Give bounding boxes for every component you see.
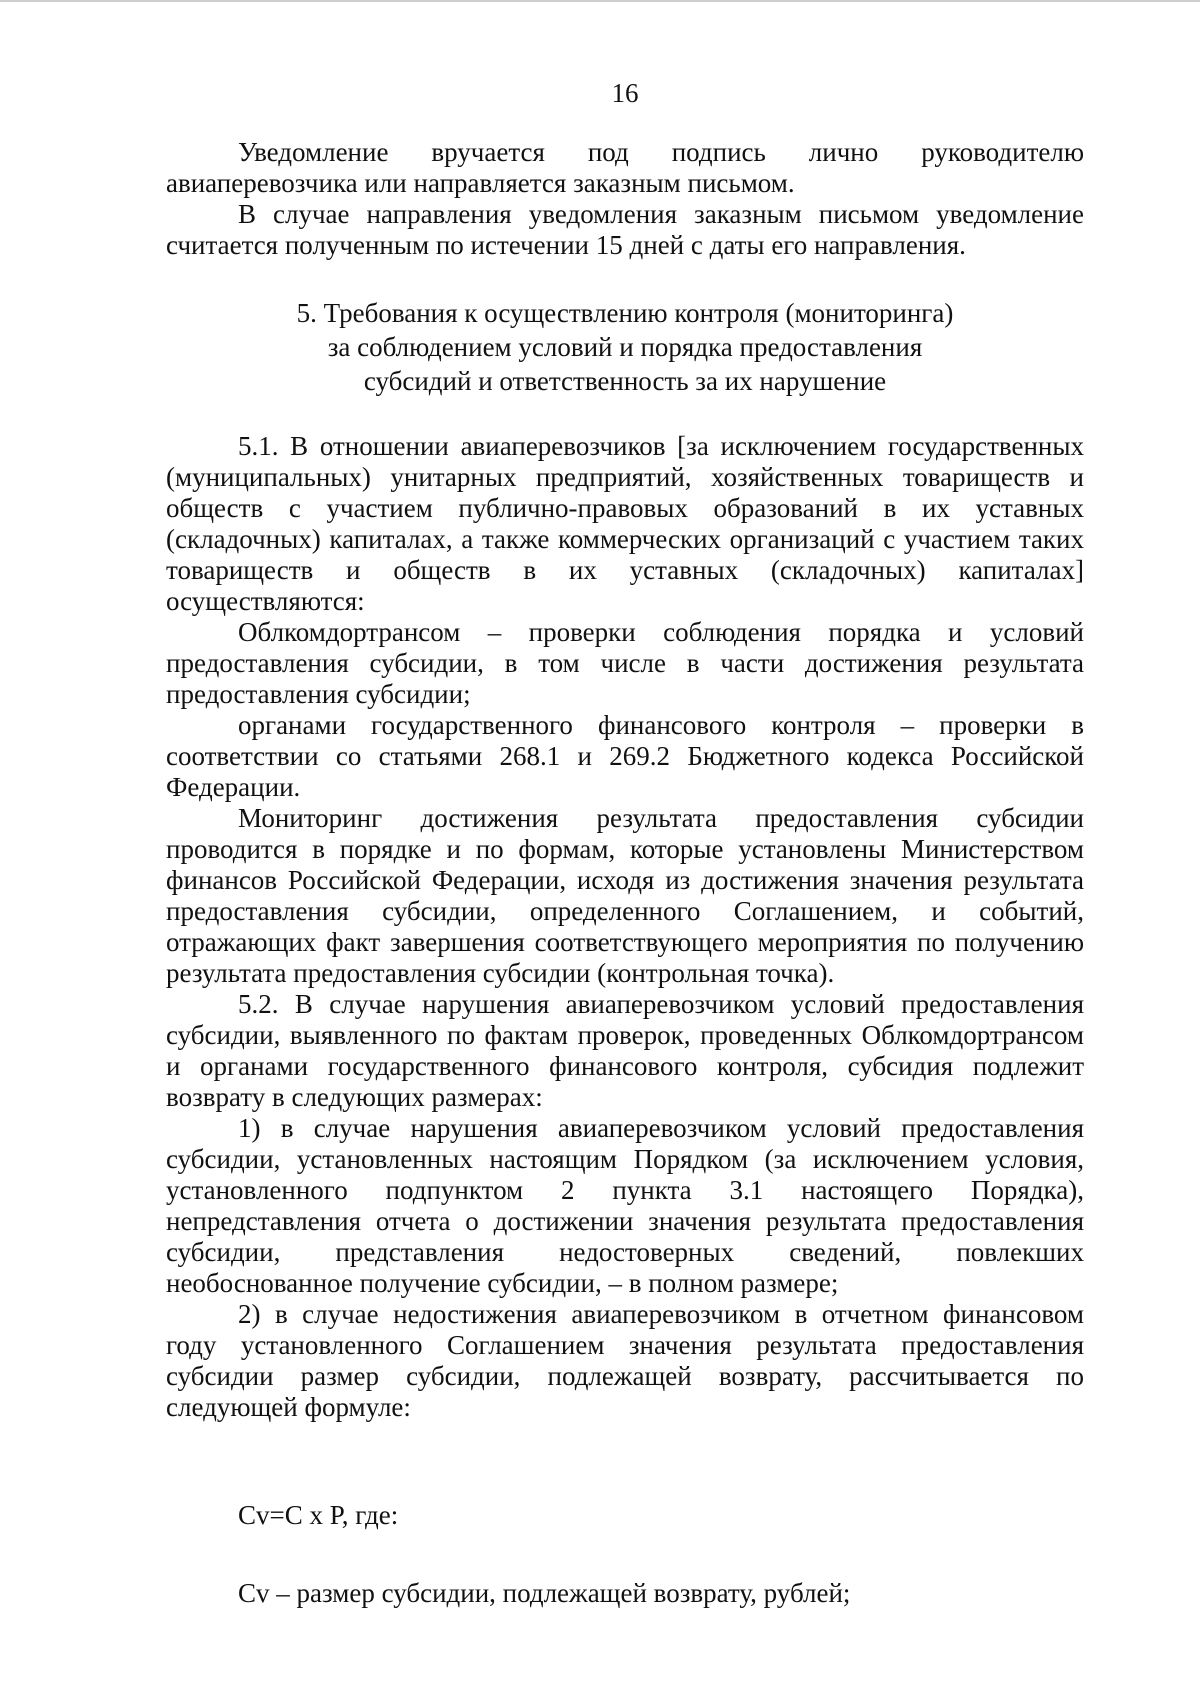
top-edge-rule [0, 0, 1200, 2]
paragraph-item-1: 1) в случае нарушения авиаперевозчиком условий предоставления субсидии, установленных настоящим Порядком (за исключением условия, установленного подпунктом 2 пункта 3.1 настоящего Порядка), непредставления отчета о достижении значения результата предоставления субсидии, представления недостоверных сведений, повлекших необоснованное получение субсидии, – в полном размере; [166, 1113, 1084, 1298]
paragraph-oblkomdortrans-checks: Облкомдортрансом – проверки соблюдения порядка и условий предоставления субсидии, в том числе в части достижения результата предоставления субсидии; [166, 617, 1084, 709]
page-number: 16 [611, 78, 639, 108]
section-heading-line-3: субсидий и ответственность за их нарушение [363, 366, 887, 396]
section-heading-line-2: за соблюдением условий и порядка предоставления [327, 332, 923, 362]
section-heading [166, 296, 1084, 398]
formula: Cv=C x P, где: [238, 1500, 399, 1530]
paragraph-5-1: 5.1. В отношении авиаперевозчиков [за исключением государственных (муниципальных) унитарных предприятий, хозяйственных товариществ и обществ с участием публично-правовых образований в их уставных (складочных) капиталах, а также коммерческих организаций с участием таких товариществ и обществ в их уставных (складочных) капиталах] осуществляются: [166, 431, 1084, 616]
paragraph-5-2: 5.2. В случае нарушения авиаперевозчиком условий предоставления субсидии, выявленного по фактам проверок, проведенных Облкомдортрансом и органами государственного финансового контроля, субсидия подлежит возврату в следующих размерах: [166, 989, 1084, 1112]
paragraph-notice-received: В случае направления уведомления заказным письмом уведомление считается полученным по истечении 15 дней с даты его направления. [166, 199, 1084, 260]
section-body [166, 431, 1084, 1423]
definition-cv: Cv – размер субсидии, подлежащей возврату, рублей; [238, 1578, 851, 1608]
intro-paragraphs [166, 137, 1084, 261]
paragraph-item-2: 2) в случае недостижения авиаперевозчиком в отчетном финансовом году установленного Соглашением значения результата предоставления субсидии размер субсидии, подлежащей возврату, рассчитывается по следующей формуле: [166, 1299, 1084, 1422]
section-heading-line-1: 5. Требования к осуществлению контроля (мониторинга) [296, 298, 954, 328]
paragraph-monitoring: Мониторинг достижения результата предоставления субсидии проводится в порядке и по формам, которые установлены Министерством финансов Российской Федерации, исходя из достижения значения результата предоставления субсидии, определенного Соглашением, и событий, отражающих факт завершения соответствующего мероприятия по получению результата предоставления субсидии (контрольная точка). [166, 803, 1084, 988]
paragraph-notice-delivery: Уведомление вручается под подпись лично руководителю авиаперевозчика или направляется заказным письмом. [166, 137, 1084, 198]
paragraph-financial-control-checks: органами государственного финансового контроля – проверки в соответствии со статьями 268.1 и 269.2 Бюджетного кодекса Российской Федерации. [166, 710, 1084, 802]
